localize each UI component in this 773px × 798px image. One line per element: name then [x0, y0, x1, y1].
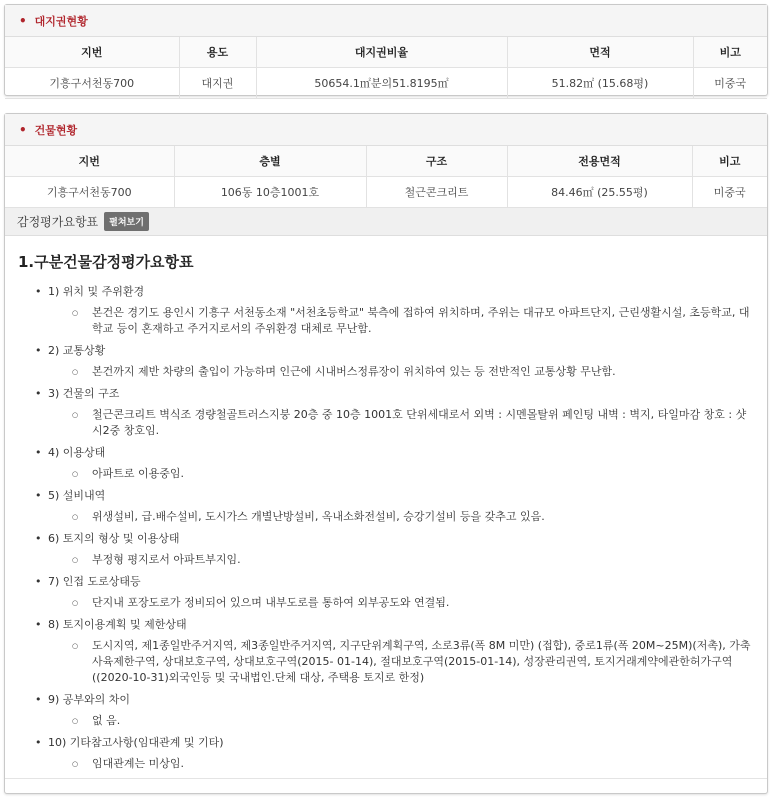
table-header-row — [5, 37, 767, 68]
list-item — [18, 385, 753, 444]
list-item — [18, 444, 753, 487]
cell-floor: 106동 10층1001호 — [174, 177, 366, 208]
building-header — [5, 114, 767, 146]
table-header-row — [5, 146, 767, 177]
section-title: • 10) 기타참고사항(임대관계 및 기타) — [18, 734, 753, 752]
section-body: ○ 철근콘크리트 벽식조 경량철골트러스지붕 20층 중 10층 1001호 단위세대로서 외벽 : 시멘몰탈위 페인팅 내벽 : 벽지, 타일마감 창호 : 샷시2중 창호임. — [18, 403, 753, 444]
building-title: 건물현황 — [34, 123, 78, 137]
section-title: • 1) 위치 및 주위환경 — [18, 283, 753, 301]
land-rights-header — [5, 5, 767, 37]
table-row — [5, 177, 767, 208]
cell-area: 51.82㎡ (15.68평) — [507, 68, 693, 99]
col-header-exclusive-area: 전용면적 — [507, 146, 692, 177]
section-title: • 9) 공부와의 차이 — [18, 691, 753, 709]
cell-structure: 철근콘크리트 — [366, 177, 507, 208]
bullet-icon: • — [19, 13, 27, 28]
section-body: ○ 단지내 포장도로가 정비되어 있으며 내부도로를 통하여 외부공도와 연결됨. — [18, 591, 753, 616]
cell-note: 미중국 — [693, 68, 767, 99]
section-body: ○ 부정형 평지로서 아파트부지임. — [18, 548, 753, 573]
col-header-lot: 지번 — [5, 146, 174, 177]
list-item — [18, 342, 753, 385]
col-header-ratio: 대지권비율 — [256, 37, 507, 68]
bullet-icon: • — [19, 122, 27, 137]
appraisal-bar — [5, 208, 767, 236]
appraisal-heading: 1.구분건물감정평가요항표 — [18, 253, 194, 271]
list-item — [18, 530, 753, 573]
list-item — [18, 487, 753, 530]
table-row — [5, 68, 767, 99]
col-header-lot: 지번 — [5, 37, 179, 68]
appraisal-content — [5, 236, 767, 777]
divider — [5, 778, 767, 779]
section-body: ○ 도시지역, 제1종일반주거지역, 제3종일반주거지역, 지구단위계획구역, 소로3류(폭 8M 미만) (접합), 중로1류(폭 20M~25M)(저촉), 가축사육제한구역, 상대보호구역, 상대보호구역(2015- 01-14), 절대보호구역(2015-01-14), 성장관리권역, 토지거래계약에관한허가구역 ((2020-10-31)외국인등 및 국내법인.단체 대상, 주택용 토지로 한정) — [18, 634, 753, 691]
building-table — [5, 146, 767, 208]
col-header-use: 용도 — [179, 37, 256, 68]
appraisal-label: 감정평가요항표 — [17, 215, 99, 229]
section-title: • 8) 토지이용계획 및 제한상태 — [18, 616, 753, 634]
cell-ratio: 50654.1㎡분의51.8195㎡ — [256, 68, 507, 99]
section-body: ○ 본건까지 제반 차량의 출입이 가능하며 인근에 시내버스정류장이 위치하여 있는 등 전반적인 교통상황 무난함. — [18, 360, 753, 385]
land-rights-table — [5, 37, 767, 99]
col-header-structure: 구조 — [366, 146, 507, 177]
list-item — [18, 283, 753, 342]
cell-exclusive-area: 84.46㎡ (25.55평) — [507, 177, 692, 208]
section-title: • 3) 건물의 구조 — [18, 385, 753, 403]
expand-toggle-button[interactable]: 펼쳐보기 — [104, 212, 149, 231]
section-body: ○ 아파트로 이용중임. — [18, 462, 753, 487]
list-item — [18, 734, 753, 777]
section-body: ○ 위생설비, 급.배수설비, 도시가스 개별난방설비, 옥내소화전설비, 승강기설비 등을 갖추고 있음. — [18, 505, 753, 530]
section-title: • 5) 설비내역 — [18, 487, 753, 505]
section-title: • 4) 이용상태 — [18, 444, 753, 462]
cell-lot: 기흥구서천동700 — [5, 177, 174, 208]
building-panel — [4, 113, 768, 794]
col-header-note: 비고 — [692, 146, 767, 177]
section-body: ○ 본건은 경기도 용인시 기흥구 서천동소재 "서천초등학교" 북측에 접하여 위치하며, 주위는 대규모 아파트단지, 근린생활시설, 초등학교, 대학교 등이 혼재하고 주거지로서의 주위환경 대체로 무난함. — [18, 301, 753, 342]
appraisal-section-list — [18, 283, 753, 777]
section-body: ○ 없 음. — [18, 709, 753, 734]
col-header-floor: 층별 — [174, 146, 366, 177]
section-title: • 2) 교통상황 — [18, 342, 753, 360]
col-header-area: 면적 — [507, 37, 693, 68]
list-item — [18, 573, 753, 616]
col-header-note: 비고 — [693, 37, 767, 68]
list-item — [18, 691, 753, 734]
cell-note: 미중국 — [692, 177, 767, 208]
list-item — [18, 616, 753, 691]
cell-lot: 기흥구서천동700 — [5, 68, 179, 99]
land-rights-panel — [4, 4, 768, 96]
land-rights-title: 대지권현황 — [34, 14, 88, 28]
section-body: ○ 임대관계는 미상임. — [18, 752, 753, 777]
section-title: • 7) 인접 도로상태등 — [18, 573, 753, 591]
section-title: • 6) 토지의 형상 및 이용상태 — [18, 530, 753, 548]
cell-use: 대지권 — [179, 68, 256, 99]
